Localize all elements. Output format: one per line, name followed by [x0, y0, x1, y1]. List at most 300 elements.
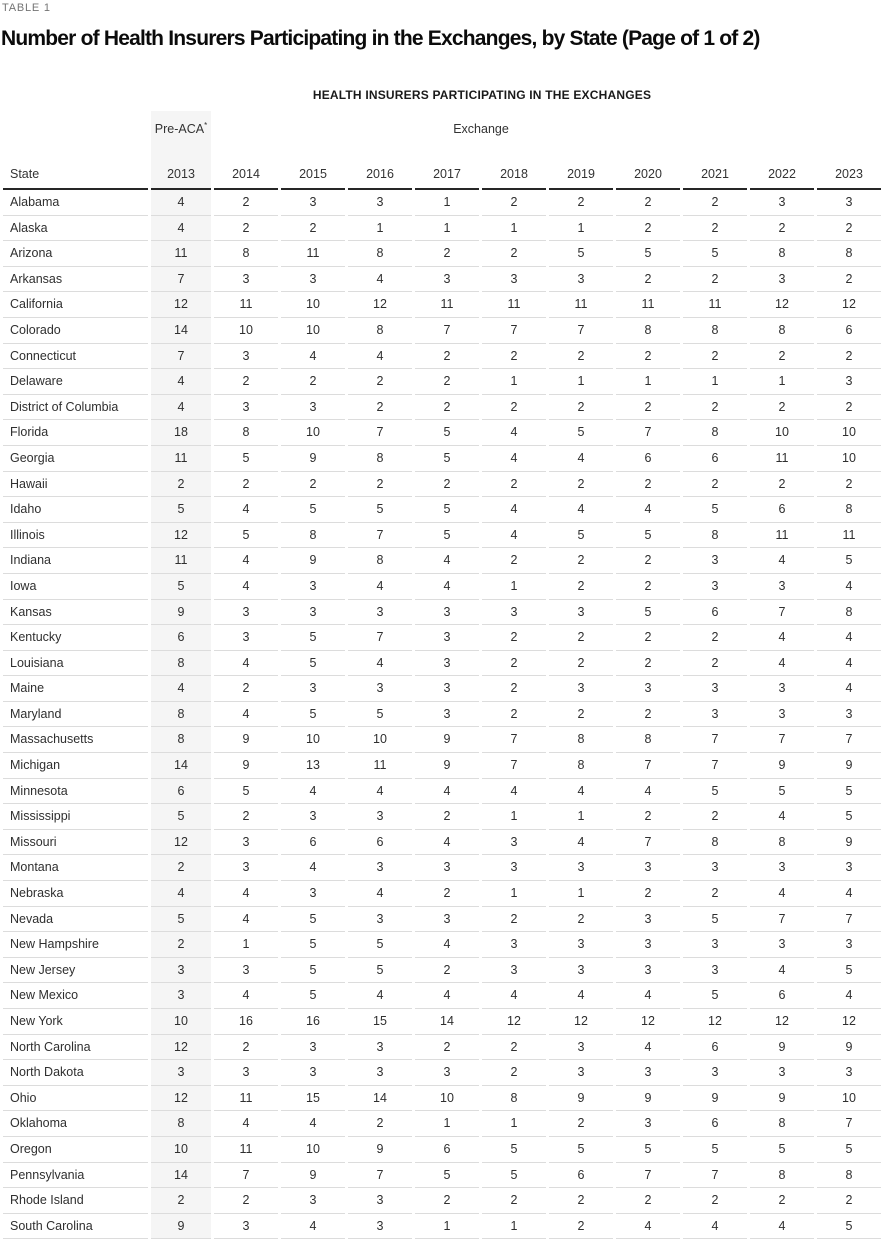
value-cell-2019: 1	[549, 804, 613, 830]
value-cell-2016: 3	[348, 1188, 412, 1214]
value-cell-2018: 11	[482, 292, 546, 318]
value-cell-2021: 3	[683, 548, 747, 574]
value-cell-2020: 5	[616, 241, 680, 267]
value-cell-2015: 3	[281, 1188, 345, 1214]
value-cell-2022: 3	[750, 190, 814, 216]
value-cell-2013: 9	[151, 1214, 211, 1239]
value-cell-2017: 3	[415, 676, 479, 702]
value-cell-2013: 8	[151, 702, 211, 728]
value-cell-2015: 3	[281, 267, 345, 293]
value-cell-2016: 5	[348, 702, 412, 728]
state-name-cell: Nevada	[3, 907, 148, 933]
value-cell-2023: 7	[817, 1111, 881, 1137]
value-cell-2013: 5	[151, 574, 211, 600]
value-cell-2017: 3	[415, 1060, 479, 1086]
value-cell-2016: 11	[348, 753, 412, 779]
value-cell-2022: 4	[750, 548, 814, 574]
value-cell-2015: 10	[281, 292, 345, 318]
state-name-cell: Maine	[3, 676, 148, 702]
value-cell-2014: 11	[214, 1137, 278, 1163]
value-cell-2015: 2	[281, 472, 345, 498]
value-cell-2013: 8	[151, 651, 211, 677]
value-cell-2018: 1	[482, 1111, 546, 1137]
state-name-cell: Oregon	[3, 1137, 148, 1163]
value-cell-2019: 2	[549, 344, 613, 370]
value-cell-2014: 2	[214, 190, 278, 216]
value-cell-2016: 3	[348, 600, 412, 626]
year-header-row	[3, 147, 881, 190]
table-row	[3, 1214, 881, 1239]
value-cell-2023: 11	[817, 523, 881, 549]
value-cell-2019: 2	[549, 395, 613, 421]
value-cell-2022: 4	[750, 881, 814, 907]
value-cell-2019: 4	[549, 446, 613, 472]
value-cell-2022: 10	[750, 420, 814, 446]
state-name-cell: Arizona	[3, 241, 148, 267]
value-cell-2016: 8	[348, 446, 412, 472]
value-cell-2013: 11	[151, 241, 211, 267]
value-cell-2022: 3	[750, 855, 814, 881]
value-cell-2022: 4	[750, 958, 814, 984]
value-cell-2021: 2	[683, 625, 747, 651]
value-cell-2014: 3	[214, 1060, 278, 1086]
state-name-cell: Missouri	[3, 830, 148, 856]
value-cell-2023: 7	[817, 907, 881, 933]
value-cell-2014: 2	[214, 676, 278, 702]
state-name-cell: Louisiana	[3, 651, 148, 677]
table-row	[3, 523, 881, 549]
value-cell-2019: 8	[549, 753, 613, 779]
state-name-cell: Alabama	[3, 190, 148, 216]
value-cell-2021: 2	[683, 651, 747, 677]
value-cell-2021: 3	[683, 932, 747, 958]
value-cell-2014: 5	[214, 779, 278, 805]
value-cell-2016: 4	[348, 651, 412, 677]
value-cell-2017: 3	[415, 625, 479, 651]
value-cell-2019: 4	[549, 983, 613, 1009]
value-cell-2022: 8	[750, 241, 814, 267]
state-name-cell: Pennsylvania	[3, 1163, 148, 1189]
value-cell-2020: 5	[616, 600, 680, 626]
pre-aca-column-group-header	[151, 111, 211, 147]
value-cell-2022: 4	[750, 651, 814, 677]
value-cell-2021: 2	[683, 472, 747, 498]
value-cell-2023: 5	[817, 958, 881, 984]
value-cell-2016: 15	[348, 1009, 412, 1035]
value-cell-2023: 2	[817, 216, 881, 242]
value-cell-2017: 5	[415, 497, 479, 523]
value-cell-2013: 14	[151, 318, 211, 344]
value-cell-2019: 3	[549, 600, 613, 626]
value-cell-2018: 2	[482, 344, 546, 370]
value-cell-2016: 6	[348, 830, 412, 856]
value-cell-2020: 2	[616, 472, 680, 498]
value-cell-2019: 4	[549, 830, 613, 856]
table-row	[3, 446, 881, 472]
value-cell-2021: 3	[683, 1060, 747, 1086]
value-cell-2017: 2	[415, 1188, 479, 1214]
value-cell-2022: 4	[750, 625, 814, 651]
value-cell-2021: 6	[683, 1035, 747, 1061]
value-cell-2021: 8	[683, 523, 747, 549]
value-cell-2021: 3	[683, 958, 747, 984]
value-cell-2015: 3	[281, 804, 345, 830]
insurers-table	[0, 111, 884, 1239]
year-header-2019: 2019	[549, 147, 613, 190]
table-row	[3, 932, 881, 958]
value-cell-2023: 4	[817, 983, 881, 1009]
value-cell-2014: 3	[214, 855, 278, 881]
value-cell-2015: 3	[281, 676, 345, 702]
value-cell-2018: 5	[482, 1163, 546, 1189]
value-cell-2016: 4	[348, 574, 412, 600]
value-cell-2020: 8	[616, 727, 680, 753]
table-row	[3, 216, 881, 242]
value-cell-2019: 5	[549, 241, 613, 267]
value-cell-2021: 3	[683, 702, 747, 728]
value-cell-2018: 3	[482, 830, 546, 856]
value-cell-2017: 2	[415, 344, 479, 370]
value-cell-2015: 2	[281, 216, 345, 242]
value-cell-2017: 1	[415, 216, 479, 242]
value-cell-2023: 5	[817, 1214, 881, 1239]
table-row	[3, 625, 881, 651]
value-cell-2015: 3	[281, 881, 345, 907]
value-cell-2014: 3	[214, 600, 278, 626]
value-cell-2015: 9	[281, 1163, 345, 1189]
value-cell-2018: 2	[482, 241, 546, 267]
value-cell-2021: 7	[683, 727, 747, 753]
value-cell-2016: 10	[348, 727, 412, 753]
value-cell-2022: 11	[750, 523, 814, 549]
state-name-cell: South Carolina	[3, 1214, 148, 1239]
state-name-cell: New Jersey	[3, 958, 148, 984]
value-cell-2020: 6	[616, 446, 680, 472]
state-name-cell: New York	[3, 1009, 148, 1035]
value-cell-2015: 9	[281, 446, 345, 472]
table-row	[3, 395, 881, 421]
value-cell-2014: 4	[214, 548, 278, 574]
value-cell-2015: 5	[281, 651, 345, 677]
value-cell-2015: 6	[281, 830, 345, 856]
state-column-header: State	[3, 147, 148, 190]
value-cell-2019: 8	[549, 727, 613, 753]
value-cell-2014: 2	[214, 1035, 278, 1061]
table-row	[3, 318, 881, 344]
value-cell-2021: 9	[683, 1086, 747, 1112]
value-cell-2022: 3	[750, 932, 814, 958]
value-cell-2020: 4	[616, 983, 680, 1009]
value-cell-2015: 9	[281, 548, 345, 574]
value-cell-2014: 3	[214, 344, 278, 370]
value-cell-2023: 2	[817, 472, 881, 498]
value-cell-2017: 5	[415, 523, 479, 549]
value-cell-2023: 7	[817, 727, 881, 753]
value-cell-2023: 8	[817, 497, 881, 523]
value-cell-2014: 2	[214, 1188, 278, 1214]
value-cell-2016: 7	[348, 523, 412, 549]
value-cell-2015: 10	[281, 318, 345, 344]
state-name-cell: Illinois	[3, 523, 148, 549]
value-cell-2014: 2	[214, 472, 278, 498]
table-row	[3, 267, 881, 293]
value-cell-2019: 2	[549, 625, 613, 651]
value-cell-2020: 7	[616, 1163, 680, 1189]
value-cell-2015: 3	[281, 190, 345, 216]
value-cell-2023: 3	[817, 932, 881, 958]
value-cell-2019: 3	[549, 267, 613, 293]
year-header-2018: 2018	[482, 147, 546, 190]
value-cell-2016: 3	[348, 676, 412, 702]
value-cell-2018: 1	[482, 881, 546, 907]
value-cell-2022: 9	[750, 753, 814, 779]
state-name-cell: Arkansas	[3, 267, 148, 293]
value-cell-2020: 4	[616, 779, 680, 805]
pre-aca-label: Pre-ACA	[154, 122, 205, 136]
value-cell-2016: 2	[348, 395, 412, 421]
value-cell-2018: 4	[482, 779, 546, 805]
state-name-cell: Georgia	[3, 446, 148, 472]
table-row	[3, 190, 881, 216]
pre-aca-footnote-asterisk: *	[204, 120, 208, 130]
value-cell-2021: 2	[683, 216, 747, 242]
value-cell-2016: 3	[348, 907, 412, 933]
value-cell-2019: 5	[549, 420, 613, 446]
value-cell-2021: 2	[683, 1188, 747, 1214]
value-cell-2020: 3	[616, 1111, 680, 1137]
value-cell-2014: 3	[214, 830, 278, 856]
value-cell-2015: 3	[281, 395, 345, 421]
value-cell-2015: 5	[281, 497, 345, 523]
value-cell-2015: 15	[281, 1086, 345, 1112]
value-cell-2020: 7	[616, 830, 680, 856]
value-cell-2019: 4	[549, 779, 613, 805]
value-cell-2019: 2	[549, 548, 613, 574]
state-name-cell: Maryland	[3, 702, 148, 728]
value-cell-2015: 3	[281, 1035, 345, 1061]
value-cell-2018: 1	[482, 369, 546, 395]
value-cell-2019: 3	[549, 855, 613, 881]
value-cell-2023: 4	[817, 881, 881, 907]
value-cell-2019: 7	[549, 318, 613, 344]
value-cell-2014: 3	[214, 1214, 278, 1239]
value-cell-2017: 6	[415, 1137, 479, 1163]
value-cell-2023: 3	[817, 1060, 881, 1086]
value-cell-2015: 4	[281, 344, 345, 370]
value-cell-2016: 4	[348, 881, 412, 907]
value-cell-2022: 7	[750, 600, 814, 626]
state-name-cell: North Carolina	[3, 1035, 148, 1061]
state-name-cell: Oklahoma	[3, 1111, 148, 1137]
value-cell-2017: 2	[415, 395, 479, 421]
table-row	[3, 1035, 881, 1061]
value-cell-2014: 4	[214, 702, 278, 728]
value-cell-2020: 7	[616, 420, 680, 446]
value-cell-2014: 2	[214, 369, 278, 395]
state-name-cell: Alaska	[3, 216, 148, 242]
table-row	[3, 420, 881, 446]
value-cell-2021: 2	[683, 267, 747, 293]
value-cell-2023: 3	[817, 855, 881, 881]
value-cell-2021: 3	[683, 574, 747, 600]
value-cell-2013: 4	[151, 216, 211, 242]
value-cell-2017: 9	[415, 727, 479, 753]
value-cell-2020: 3	[616, 676, 680, 702]
value-cell-2022: 3	[750, 676, 814, 702]
year-header-2014: 2014	[214, 147, 278, 190]
state-name-cell: California	[3, 292, 148, 318]
value-cell-2016: 7	[348, 625, 412, 651]
value-cell-2015: 4	[281, 1111, 345, 1137]
value-cell-2021: 5	[683, 779, 747, 805]
value-cell-2020: 2	[616, 190, 680, 216]
table-row	[3, 855, 881, 881]
value-cell-2021: 8	[683, 420, 747, 446]
value-cell-2020: 5	[616, 523, 680, 549]
value-cell-2013: 3	[151, 958, 211, 984]
value-cell-2016: 2	[348, 1111, 412, 1137]
value-cell-2015: 13	[281, 753, 345, 779]
value-cell-2013: 3	[151, 983, 211, 1009]
table-row	[3, 779, 881, 805]
state-column-spacer	[3, 111, 148, 147]
value-cell-2015: 3	[281, 600, 345, 626]
value-cell-2021: 2	[683, 395, 747, 421]
table-row	[3, 702, 881, 728]
value-cell-2020: 3	[616, 855, 680, 881]
value-cell-2023: 2	[817, 267, 881, 293]
value-cell-2014: 4	[214, 1111, 278, 1137]
value-cell-2018: 3	[482, 855, 546, 881]
value-cell-2018: 8	[482, 1086, 546, 1112]
value-cell-2013: 12	[151, 292, 211, 318]
value-cell-2013: 8	[151, 727, 211, 753]
value-cell-2018: 2	[482, 472, 546, 498]
value-cell-2022: 7	[750, 727, 814, 753]
value-cell-2020: 4	[616, 1035, 680, 1061]
value-cell-2023: 9	[817, 830, 881, 856]
value-cell-2017: 1	[415, 1214, 479, 1239]
value-cell-2023: 5	[817, 804, 881, 830]
value-cell-2013: 14	[151, 753, 211, 779]
value-cell-2015: 5	[281, 702, 345, 728]
table-row	[3, 753, 881, 779]
value-cell-2013: 2	[151, 932, 211, 958]
state-name-cell: Colorado	[3, 318, 148, 344]
value-cell-2022: 6	[750, 497, 814, 523]
value-cell-2017: 10	[415, 1086, 479, 1112]
value-cell-2015: 10	[281, 727, 345, 753]
value-cell-2019: 1	[549, 216, 613, 242]
value-cell-2023: 10	[817, 420, 881, 446]
value-cell-2020: 3	[616, 1060, 680, 1086]
value-cell-2018: 3	[482, 600, 546, 626]
value-cell-2023: 12	[817, 292, 881, 318]
state-name-cell: Ohio	[3, 1086, 148, 1112]
table-row	[3, 727, 881, 753]
value-cell-2016: 5	[348, 497, 412, 523]
value-cell-2019: 3	[549, 932, 613, 958]
value-cell-2013: 7	[151, 267, 211, 293]
value-cell-2016: 2	[348, 472, 412, 498]
value-cell-2022: 2	[750, 1188, 814, 1214]
value-cell-2014: 3	[214, 395, 278, 421]
value-cell-2013: 10	[151, 1137, 211, 1163]
state-name-cell: Florida	[3, 420, 148, 446]
value-cell-2017: 2	[415, 804, 479, 830]
value-cell-2020: 7	[616, 753, 680, 779]
value-cell-2015: 10	[281, 420, 345, 446]
value-cell-2022: 7	[750, 907, 814, 933]
value-cell-2013: 5	[151, 804, 211, 830]
value-cell-2020: 2	[616, 702, 680, 728]
value-cell-2014: 4	[214, 574, 278, 600]
year-header-2015: 2015	[281, 147, 345, 190]
value-cell-2016: 8	[348, 241, 412, 267]
value-cell-2020: 2	[616, 574, 680, 600]
value-cell-2023: 8	[817, 1163, 881, 1189]
value-cell-2023: 2	[817, 395, 881, 421]
value-cell-2016: 8	[348, 548, 412, 574]
value-cell-2019: 2	[549, 702, 613, 728]
value-cell-2013: 10	[151, 1009, 211, 1035]
table-row	[3, 1137, 881, 1163]
value-cell-2018: 7	[482, 727, 546, 753]
value-cell-2016: 12	[348, 292, 412, 318]
value-cell-2021: 12	[683, 1009, 747, 1035]
value-cell-2019: 1	[549, 881, 613, 907]
value-cell-2019: 3	[549, 676, 613, 702]
value-cell-2017: 3	[415, 600, 479, 626]
value-cell-2014: 16	[214, 1009, 278, 1035]
value-cell-2019: 6	[549, 1163, 613, 1189]
value-cell-2018: 1	[482, 574, 546, 600]
value-cell-2023: 5	[817, 1137, 881, 1163]
value-cell-2018: 4	[482, 446, 546, 472]
value-cell-2018: 2	[482, 1035, 546, 1061]
table-row	[3, 1060, 881, 1086]
state-name-cell: Idaho	[3, 497, 148, 523]
state-name-cell: Kentucky	[3, 625, 148, 651]
value-cell-2015: 5	[281, 907, 345, 933]
table-number-label: TABLE 1	[2, 2, 51, 14]
value-cell-2013: 4	[151, 881, 211, 907]
value-cell-2020: 2	[616, 344, 680, 370]
state-name-cell: Kansas	[3, 600, 148, 626]
table-row	[3, 1111, 881, 1137]
value-cell-2022: 5	[750, 1137, 814, 1163]
value-cell-2014: 11	[214, 292, 278, 318]
value-cell-2020: 2	[616, 1188, 680, 1214]
value-cell-2019: 2	[549, 1188, 613, 1214]
value-cell-2020: 2	[616, 651, 680, 677]
value-cell-2020: 5	[616, 1137, 680, 1163]
value-cell-2018: 2	[482, 625, 546, 651]
year-header-2021: 2021	[683, 147, 747, 190]
value-cell-2023: 3	[817, 369, 881, 395]
value-cell-2014: 1	[214, 932, 278, 958]
value-cell-2013: 4	[151, 676, 211, 702]
value-cell-2013: 12	[151, 830, 211, 856]
value-cell-2020: 4	[616, 497, 680, 523]
value-cell-2022: 3	[750, 574, 814, 600]
value-cell-2019: 2	[549, 1214, 613, 1239]
table-row	[3, 1086, 881, 1112]
value-cell-2021: 7	[683, 753, 747, 779]
value-cell-2020: 2	[616, 625, 680, 651]
value-cell-2015: 3	[281, 1060, 345, 1086]
value-cell-2017: 2	[415, 881, 479, 907]
